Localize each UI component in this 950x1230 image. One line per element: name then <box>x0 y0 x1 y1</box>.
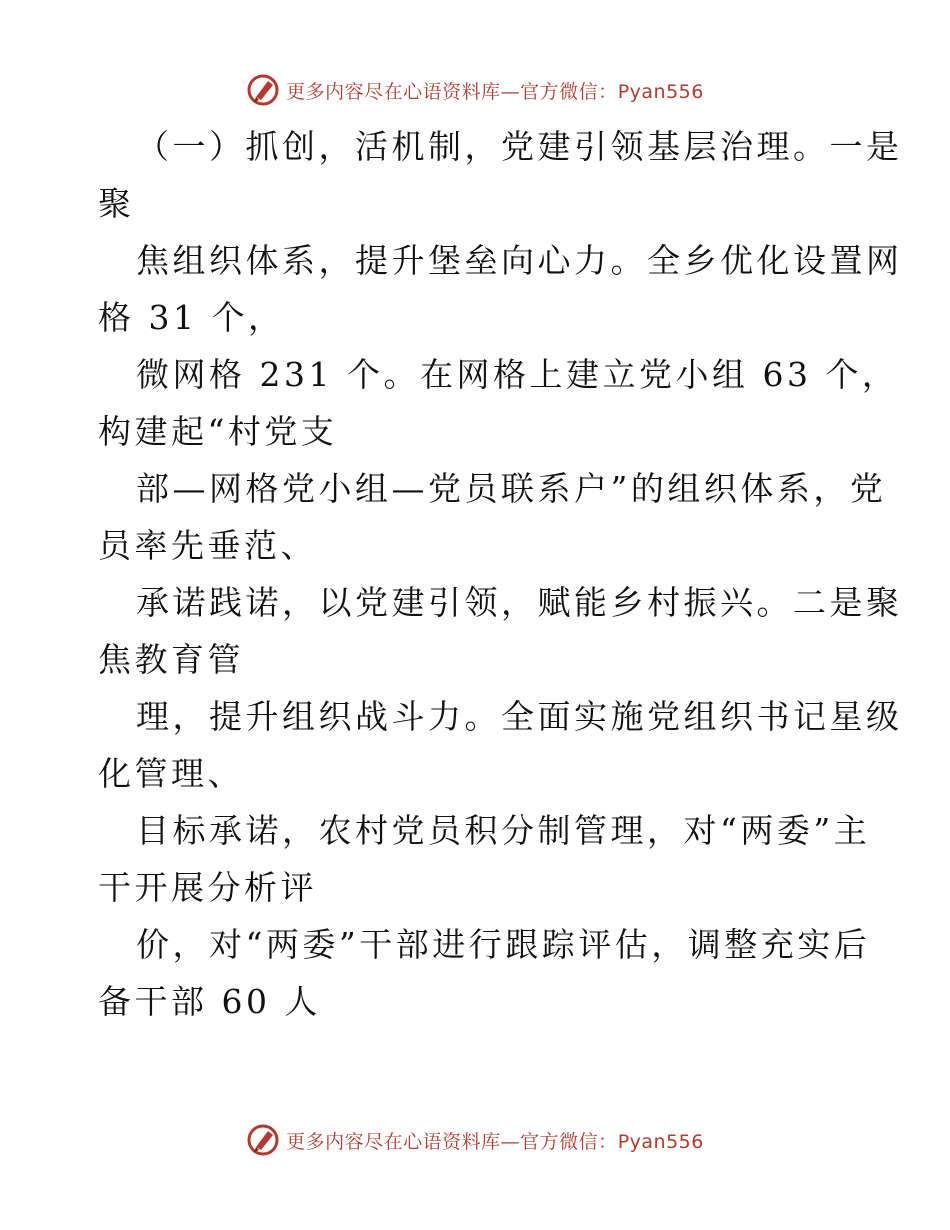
text-line: 微网格 231 个。在网格上建立党小组 63 个， <box>136 355 899 394</box>
text-line: 目标承诺，农村党员积分制管理，对“两委”主 <box>136 811 871 850</box>
footer-wechat-label: 官方微信： <box>520 1130 618 1153</box>
footer-dash: — <box>500 1130 521 1153</box>
text-line: 焦教育管 <box>98 640 244 679</box>
text-line: 价，对“两委”干部进行跟踪评估，调整充实后 <box>136 925 871 964</box>
text-line: 员率先垂范、 <box>98 526 317 565</box>
text-line: 理，提升组织战斗力。全面实施党组织书记星级 <box>136 697 903 736</box>
header-text <box>286 77 704 104</box>
header-wechat-label: 官方微信： <box>520 80 618 103</box>
text-line: （一）抓创，活机制，党建引领基层治理。一是 <box>136 127 903 166</box>
text-line: 化管理、 <box>98 754 244 793</box>
footer-text <box>286 1127 704 1154</box>
document-body <box>98 118 903 1030</box>
footer-banner <box>0 1120 950 1160</box>
footer-wechat-id: Pyan556 <box>617 1130 704 1153</box>
header-dash: — <box>500 80 521 103</box>
pen-logo-icon <box>246 73 280 107</box>
text-line: 承诺践诺，以党建引领，赋能乡村振兴。二是聚 <box>136 583 903 622</box>
text-line: 聚 <box>98 184 135 223</box>
header-wechat-id: Pyan556 <box>617 80 704 103</box>
text-line: 构建起“村党支 <box>98 412 338 451</box>
footer-brand: 更多内容尽在心语资料库 <box>286 1130 501 1153</box>
pen-logo-icon <box>246 1123 280 1157</box>
text-line: 部—网格党小组—党员联系户”的组织体系，党 <box>136 469 887 508</box>
text-line: 备干部 60 人 <box>98 982 321 1021</box>
header-banner <box>0 70 950 110</box>
text-line: 格 31 个， <box>98 298 285 337</box>
text-line: 干开展分析评 <box>98 868 317 907</box>
header-brand: 更多内容尽在心语资料库 <box>286 80 501 103</box>
text-line: 焦组织体系，提升堡垒向心力。全乡优化设置网 <box>136 241 903 280</box>
